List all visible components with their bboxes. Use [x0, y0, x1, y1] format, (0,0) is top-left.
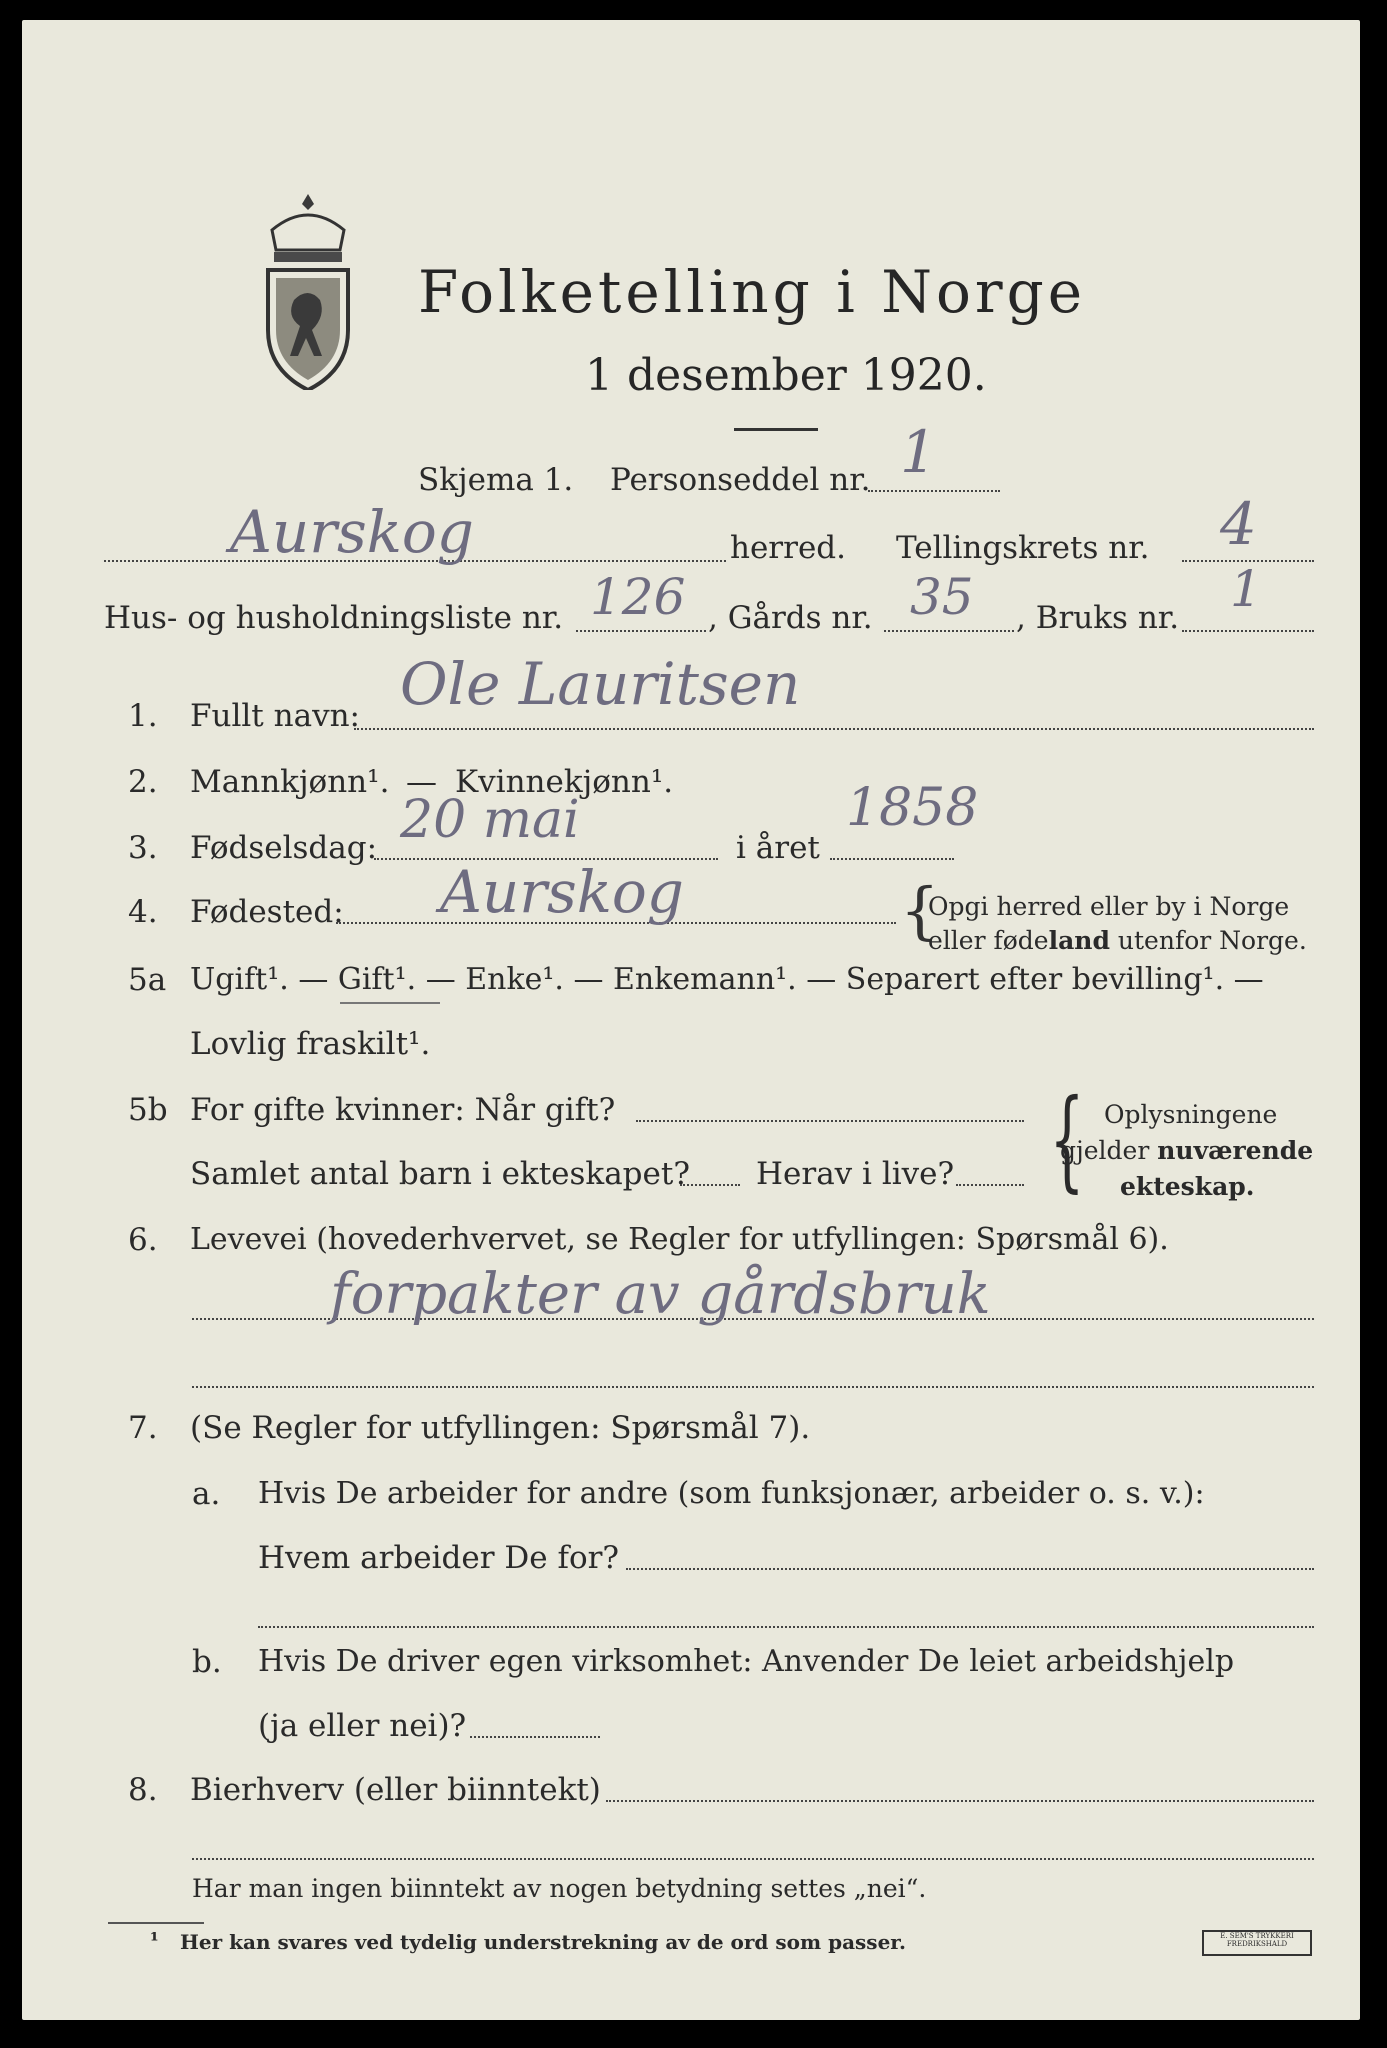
printer-stamp-line1: E. SEM'S TRYKKERI [1220, 1932, 1294, 1940]
q5b-field-line2 [680, 1184, 740, 1186]
q1-number: 1. [128, 698, 158, 734]
q1-field-line [354, 728, 1314, 730]
bruks-value: 1 [1230, 560, 1262, 618]
herred-label: herred. [730, 530, 846, 566]
q8-label: Bierhverv (eller biinntekt) [190, 1772, 601, 1808]
q5b-note-bold: nuværende [1157, 1136, 1314, 1165]
printer-stamp [1202, 1930, 1312, 1956]
footnote-text: Her kan svares ved tydelig understrekning av de ord som passer. [180, 1930, 906, 1954]
gards-label: , Gårds nr. [708, 600, 873, 636]
q4-note-text: eller føde [928, 926, 1049, 955]
q2-kvinne: Kvinnekjønn¹. [455, 764, 674, 800]
footer-note: Har man ingen biinntekt av nogen betydning settes „nei“. [192, 1874, 927, 1903]
q7a-line1: Hvis De arbeider for andre (som funksjonær, arbeider o. s. v.): [258, 1476, 1205, 1511]
q8-number: 8. [128, 1772, 158, 1808]
personseddel-label: Personseddel nr. [610, 462, 871, 498]
q4-note-line2 [928, 926, 1307, 955]
q1-label: Fullt navn: [190, 698, 360, 734]
hus-field-line [576, 630, 706, 632]
q5b-field-line1 [636, 1120, 1024, 1122]
q5b-note-text: gjelder [1060, 1136, 1158, 1165]
footnote-divider [108, 1922, 204, 1924]
q3-year-field-line [830, 858, 954, 860]
q7-number: 7. [128, 1410, 158, 1446]
title-divider [734, 428, 818, 431]
q7b-letter: b. [192, 1644, 222, 1680]
q4-brace: { [900, 874, 940, 947]
q7b-field-line [470, 1736, 600, 1738]
q6-number: 6. [128, 1222, 158, 1258]
q5a-options-line2: Lovlig fraskilt¹. [190, 1026, 431, 1062]
q4-note-line1: Opgi herred eller by i Norge [928, 892, 1290, 921]
q7a-field-line2 [258, 1626, 1314, 1628]
q5b-note-line3: ekteskap. [1120, 1172, 1255, 1201]
q5b-brace: { [1049, 1075, 1085, 1203]
q7a-line2: Hvem arbeider De for? [258, 1540, 620, 1576]
hus-value: 126 [590, 568, 686, 626]
q5b-field-line3 [956, 1184, 1024, 1186]
bruks-field-line [1182, 630, 1314, 632]
herred-value: Aurskog [230, 498, 474, 566]
q4-note-bold: land [1048, 926, 1110, 955]
personseddel-value: 1 [900, 418, 937, 486]
gards-value: 35 [910, 568, 974, 626]
q4-number: 4. [128, 894, 158, 930]
q6-field-line2 [192, 1386, 1314, 1388]
q5a-number: 5a [128, 962, 167, 998]
hus-label: Hus- og husholdningsliste nr. [104, 600, 564, 636]
q7a-field-line1 [626, 1568, 1314, 1570]
q7b-line1: Hvis De driver egen virksomhet: Anvender De leiet arbeidshjelp [258, 1644, 1235, 1679]
printer-stamp-line2: FREDRIKSHALD [1226, 1940, 1288, 1948]
q3-year-label: i året [736, 830, 820, 866]
q5a-options: Ugift¹. — Gift¹. — Enke¹. — Enkemann¹. — Separert efter bevilling¹. — [190, 962, 1264, 997]
q4-value: Aurskog [440, 858, 684, 926]
q7a-letter: a. [192, 1476, 221, 1512]
q7-label: (Se Regler for utfyllingen: Spørsmål 7). [190, 1410, 811, 1446]
q3-year-value: 1858 [846, 778, 979, 838]
q6-value: forpakter av gårdsbruk [330, 1262, 991, 1327]
q6-label: Levevei (hovederhvervet, se Regler for utfyllingen: Spørsmål 6). [190, 1222, 1169, 1257]
q3-label: Fødselsdag: [190, 830, 378, 866]
q5b-label1: For gifte kvinner: Når gift? [190, 1092, 616, 1128]
q5b-note-line1: Oplysningene [1104, 1100, 1278, 1129]
tellingskrets-value: 4 [1220, 490, 1257, 558]
q5a-gift-underline [340, 1002, 440, 1004]
personseddel-field-line [868, 490, 1000, 492]
form-title: Folketelling i Norge [418, 258, 1087, 326]
q8-field-line1 [606, 1800, 1314, 1802]
gards-field-line [884, 630, 1014, 632]
q2-dash: — [406, 764, 437, 800]
q2-number: 2. [128, 764, 158, 800]
q5b-label2: Samlet antal barn i ekteskapet? [190, 1156, 690, 1192]
q4-label: Fødested: [190, 894, 344, 930]
q2-mann: Mannkjønn¹. [190, 764, 390, 800]
bruks-label: , Bruks nr. [1016, 600, 1180, 636]
q1-value: Ole Lauritsen [400, 650, 801, 718]
skjema-label: Skjema 1. [418, 462, 574, 498]
footnote-mark: ¹ [150, 1928, 159, 1952]
census-date: 1 desember 1920. [585, 350, 987, 401]
q4-note-text-end: utenfor Norge. [1109, 926, 1307, 955]
q5b-number: 5b [128, 1092, 168, 1128]
q3-number: 3. [128, 830, 158, 866]
coat-of-arms-emblem [250, 190, 366, 390]
q7b-line2: (ja eller nei)? [258, 1708, 467, 1744]
q5b-note-line2 [1060, 1136, 1313, 1165]
q5b-label3: Herav i live? [756, 1156, 955, 1192]
tellingskrets-label: Tellingskrets nr. [896, 530, 1150, 566]
q8-field-line2 [192, 1858, 1314, 1860]
q3-value: 20 mai [400, 790, 580, 850]
